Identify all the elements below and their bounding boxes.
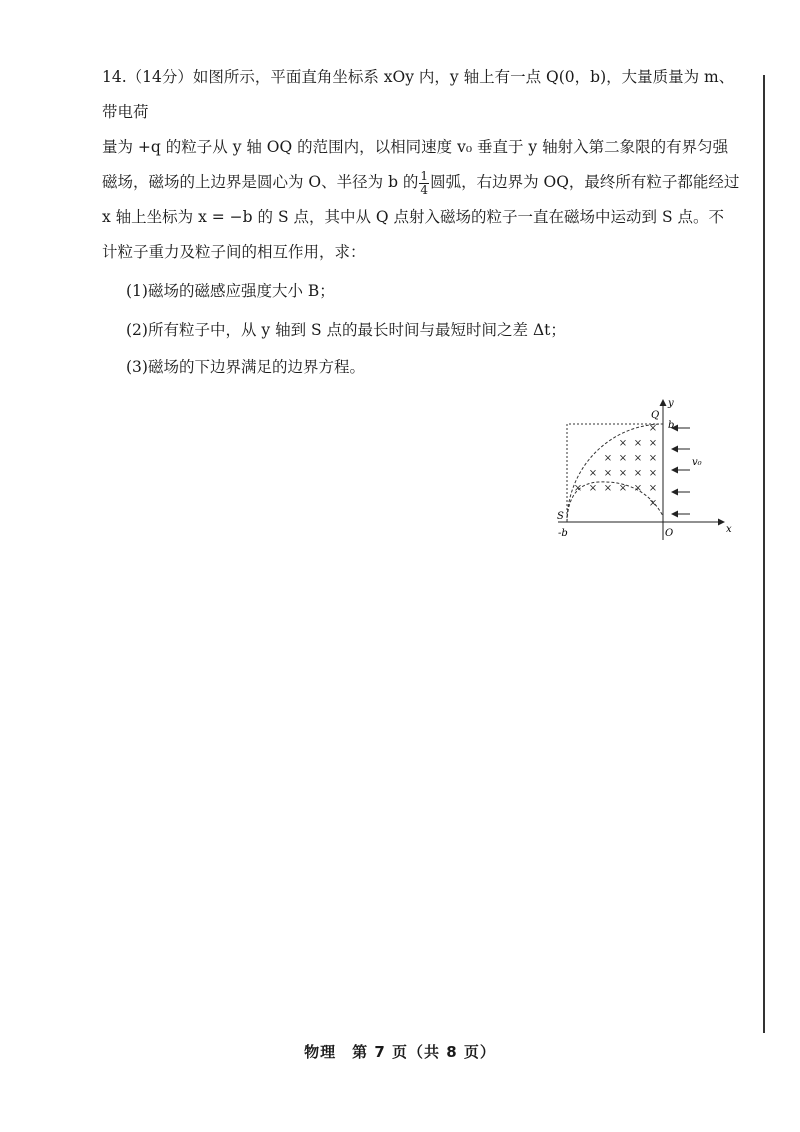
fraction-numerator: 1 [420, 168, 429, 183]
field-cross: × [618, 468, 628, 479]
question-line-1: 14.（14分）如图所示，平面直角坐标系 xOy 内，y 轴上有一点 Q(0，b)，大量质量为 m、带电荷 [102, 68, 735, 121]
field-cross: × [648, 468, 658, 479]
question-line-5: 计粒子重力及粒子间的相互作用，求： [102, 243, 366, 261]
field-cross: × [588, 483, 598, 494]
subquestion-1: (1)磁场的磁感应强度大小 B； [126, 282, 335, 300]
label-neg-b: -b [558, 528, 568, 539]
label-x: x [726, 524, 732, 535]
question-line-3-before: 磁场，磁场的上边界是圆心为 O、半径为 b 的 [102, 173, 419, 191]
question-14 [102, 60, 742, 270]
label-v0: v₀ [692, 457, 702, 468]
label-Q: Q [651, 410, 660, 421]
label-y: y [668, 398, 674, 409]
field-cross: × [603, 468, 613, 479]
field-cross: × [618, 483, 628, 494]
field-cross: × [603, 453, 613, 464]
question-line-3 [102, 165, 742, 200]
field-cross: × [633, 453, 643, 464]
field-crosses [574, 423, 657, 509]
question-line-4: x 轴上坐标为 x = −b 的 S 点，其中从 Q 点射入磁场的粒子一直在磁场中运动到 S 点。不 [102, 208, 725, 226]
field-cross: × [618, 453, 628, 464]
field-cross: × [648, 498, 658, 509]
field-cross: × [648, 483, 658, 494]
label-S: S [557, 511, 564, 522]
question-line-3-after: 圆弧，右边界为 OQ，最终所有粒子都能经过 [430, 173, 740, 191]
field-cross: × [618, 438, 628, 449]
field-cross: × [603, 483, 613, 494]
field-cross: × [633, 438, 643, 449]
field-cross: × [573, 483, 583, 494]
subquestion-2: (2)所有粒子中，从 y 轴到 S 点的最长时间与最短时间之差 Δt； [126, 321, 566, 339]
fraction-denominator: 4 [420, 182, 429, 197]
field-cross: × [633, 468, 643, 479]
field-cross: × [648, 438, 658, 449]
page-footer: 物理 第 7 页（共 8 页） [304, 1043, 496, 1061]
field-cross: × [633, 483, 643, 494]
label-b: b [668, 420, 675, 431]
subquestion-3: (3)磁场的下边界满足的边界方程。 [126, 358, 365, 376]
field-cross: × [648, 453, 658, 464]
field-cross: × [648, 423, 658, 434]
velocity-arrows [672, 428, 690, 514]
question-line-2: 量为 +q 的粒子从 y 轴 OQ 的范围内，以相同速度 v₀ 垂直于 y 轴射入第二象限的有界匀强 [102, 138, 729, 156]
magnetic-field-diagram [548, 394, 738, 544]
fraction-quarter [419, 170, 429, 197]
field-cross: × [588, 468, 598, 479]
page-margin-line [763, 75, 765, 1033]
label-O: O [665, 528, 674, 539]
